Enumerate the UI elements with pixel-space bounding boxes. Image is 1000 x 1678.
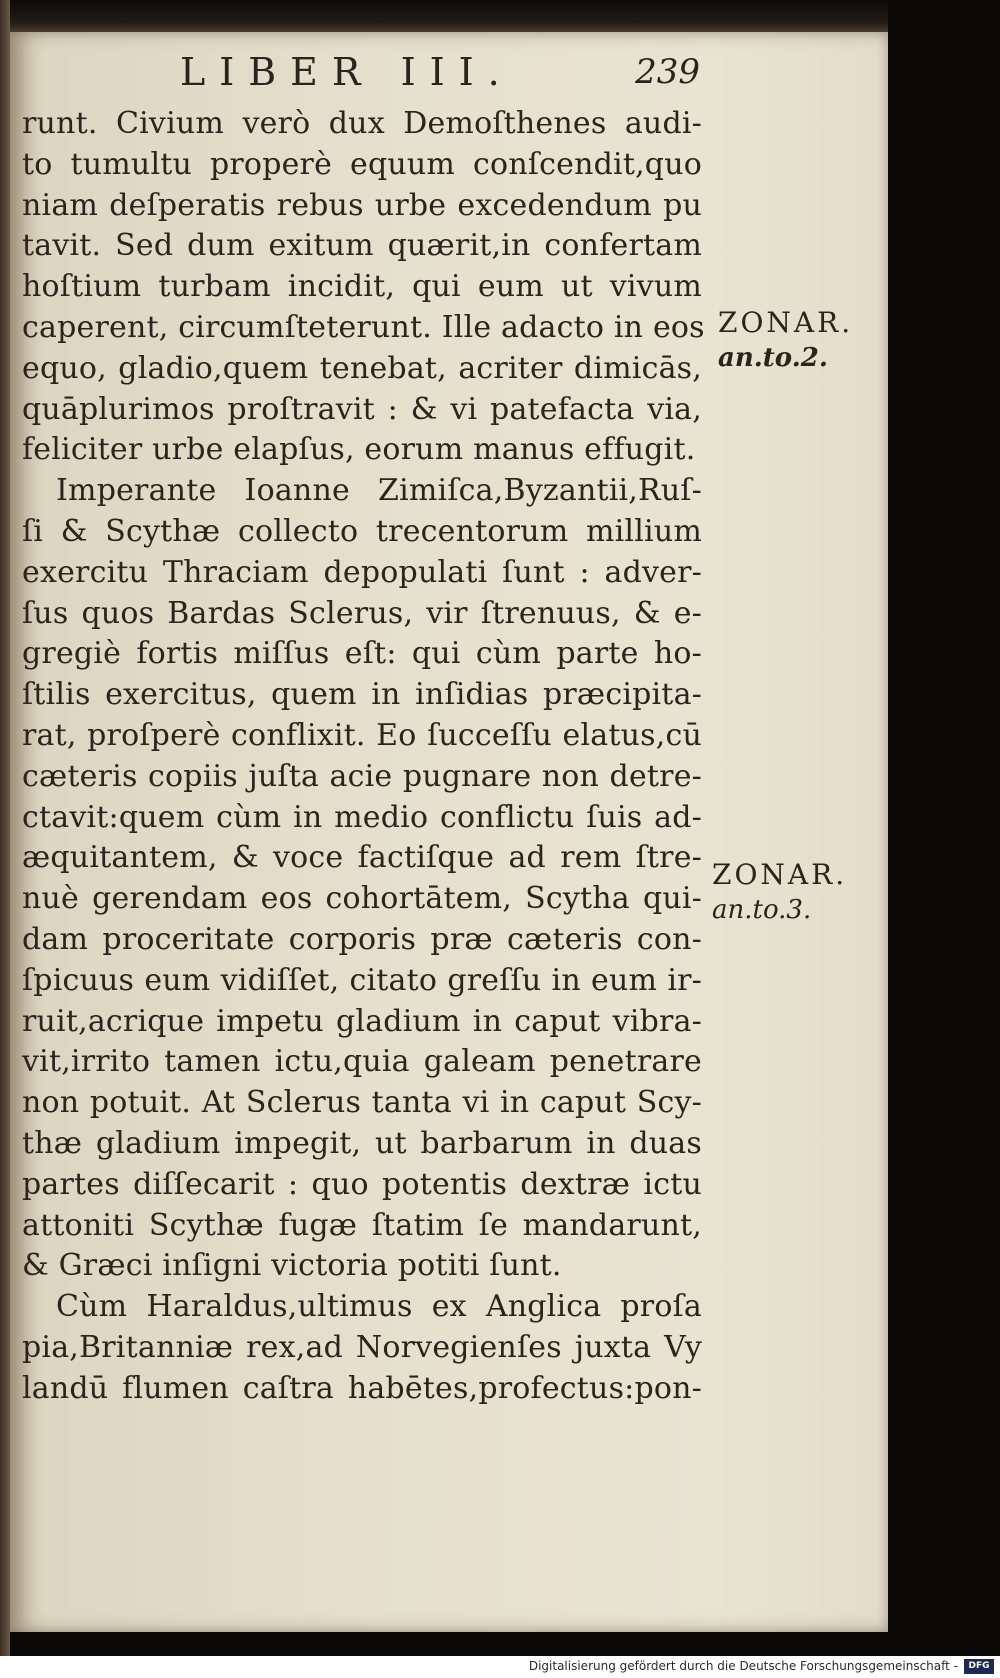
- marginal-note: [718, 306, 853, 373]
- main-text-block: [22, 104, 705, 1410]
- text-line: caperent, circumſteterunt. Ille adacto in eos: [22, 309, 705, 345]
- text-line: thæ gladium impegit, ut barbarum in duas: [22, 1125, 702, 1161]
- text-line: æquitantem, & voce factiſque ad rem ſtre-: [22, 840, 702, 876]
- text-line: exercitu Thraciam depopulati ſunt : adver-: [22, 554, 702, 590]
- running-head: LIBER III.: [180, 50, 514, 94]
- text-line: to tumultu properè equum conſcendit,quo: [22, 146, 702, 182]
- text-line: dam proceritate corporis præ cæteris con-: [22, 921, 702, 957]
- text-line: partes diſſecarit : quo potentis dextræ ictu: [22, 1166, 702, 1202]
- marginal-source: ZONAR.: [712, 858, 848, 891]
- text-line: quāplurimos proſtravit : & vi patefacta via,: [22, 391, 702, 427]
- marginal-reference: an.to.3.: [712, 895, 812, 925]
- paragraph-start-line: Cùm Haraldus,ultimus ex Anglica proſa: [56, 1289, 702, 1325]
- text-line: nuè gerendam eos cohortātem, Scytha qui-: [22, 881, 702, 917]
- page-header: [180, 50, 720, 100]
- text-line: non potuit. At Sclerus tanta vi in caput Scy-: [22, 1085, 702, 1121]
- text-line: ſpicuus eum vidiſſet, citato greſſu in eum ir-: [22, 962, 702, 998]
- page-number: 239: [635, 52, 700, 92]
- text-line: niam deſperatis rebus urbe excedendum pu: [22, 187, 702, 223]
- text-line: ſi & Scythæ collecto trecentorum millium: [22, 513, 702, 549]
- text-line: equo, gladio,quem tenebat, acriter dimicās,: [22, 350, 702, 386]
- text-line: gregiè fortis miſſus eſt: qui cùm parte ho-: [22, 636, 702, 672]
- text-line: ſus quos Bardas Sclerus, vir ſtrenuus, & e-: [22, 595, 702, 631]
- text-line: cæteris copiis juſta acie pugnare non detre-: [22, 758, 702, 794]
- digitization-footer: [0, 1656, 1000, 1678]
- text-line: rat, proſperè conflixit. Eo ſucceſſu elatus,cū: [22, 717, 702, 753]
- marginal-reference: an.to.2.: [718, 343, 828, 373]
- text-line: & Græci inſigni victoria potiti ſunt.: [22, 1248, 562, 1284]
- text-line: pia,Britanniæ rex,ad Norvegienſes juxta Vy: [22, 1329, 702, 1365]
- text-line: landū flumen caſtra habētes,profectus:pon-: [22, 1370, 702, 1406]
- text-line: ruit,acrique impetu gladium in caput vibra-: [22, 1003, 702, 1039]
- marginal-source: ZONAR.: [718, 306, 854, 339]
- text-line: attoniti Scythæ fugæ ſtatim ſe mandarunt,: [22, 1207, 702, 1243]
- scan-top-edge: [10, 0, 888, 32]
- binding-shadow: [0, 0, 10, 1678]
- text-line: hoſtium turbam incidit, qui eum ut vivum: [22, 269, 702, 305]
- paragraph-start-line: Imperante Ioanne Zimiſca,Byzantii,Ruſ-: [56, 473, 702, 509]
- text-line: ctavit:quem cùm in medio conflictu ſuis ad-: [22, 799, 702, 835]
- text-line: tavit. Sed dum exitum quærit,in confertam: [22, 228, 702, 264]
- marginal-note: [712, 858, 847, 925]
- text-line: feliciter urbe elapſus, eorum manus effugit.: [22, 432, 696, 468]
- dfg-logo: DFG: [964, 1659, 994, 1674]
- text-line: vit,irrito tamen ictu,quia galeam penetrare: [22, 1044, 702, 1080]
- text-line: ſtilis exercitus, quem in inſidias præcipita-: [22, 677, 702, 713]
- funding-credit: Digitalisierung gefördert durch die Deutsche Forschungsgemeinschaft -: [528, 1659, 958, 1673]
- text-line: runt. Civium verò dux Demoſthenes audi-: [22, 106, 702, 141]
